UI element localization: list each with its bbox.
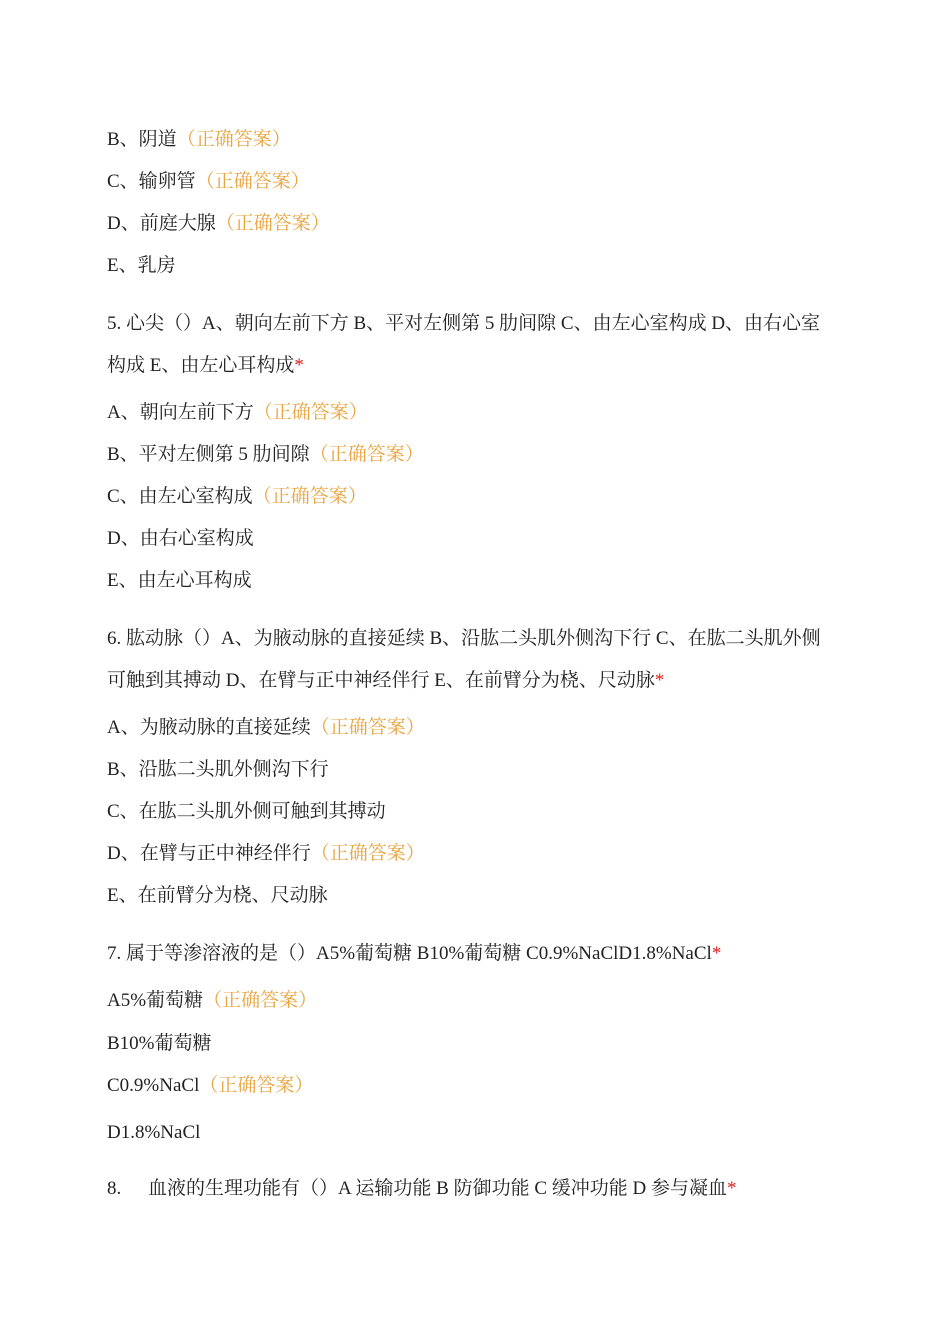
option-text: E、乳房: [107, 255, 176, 276]
option-text: B10%葡萄糖: [107, 1033, 212, 1054]
question-6-title: [107, 618, 837, 702]
option-text: B、阴道: [107, 129, 177, 150]
option-text: E、在前臂分为桡、尺动脉: [107, 885, 328, 906]
option-text: D1.8%NaCl: [107, 1122, 201, 1143]
question-text: 6. 肱动脉（）A、为腋动脉的直接延续 B、沿肱二头肌外侧沟下行 C、在肱二头肌外侧可触到其搏动 D、在臂与正中神经伴行 E、在前臂分为桡、尺动脉: [107, 628, 821, 691]
option-q6-d[interactable]: [107, 842, 425, 866]
option-text: B、沿肱二头肌外侧沟下行: [107, 759, 329, 780]
option-q7-a[interactable]: [107, 989, 317, 1013]
correct-answer-tag: （正确答案）: [176, 129, 291, 150]
option-q7-c[interactable]: [107, 1074, 313, 1098]
option-text: C、在肱二头肌外侧可触到其搏动: [107, 801, 386, 822]
question-text: 5. 心尖（）A、朝向左前下方 B、平对左侧第 5 肋间隙 C、由左心室构成 D、由右心室构成 E、由左心耳构成: [107, 313, 821, 376]
option-q5-c[interactable]: [107, 485, 367, 509]
correct-answer-tag: （正确答案）: [215, 213, 330, 234]
correct-answer-tag: （正确答案）: [310, 717, 425, 738]
correct-answer-tag: （正确答案）: [252, 486, 367, 507]
option-q5-e[interactable]: [107, 569, 252, 593]
correct-answer-tag: （正确答案）: [195, 171, 310, 192]
correct-answer-tag: （正确答案）: [253, 402, 368, 423]
required-mark: *: [294, 355, 304, 376]
option-text: A、为腋动脉的直接延续: [107, 717, 311, 738]
option-text: A5%葡萄糖: [107, 990, 204, 1011]
required-mark: *: [654, 670, 665, 691]
option-text: E、由左心耳构成: [107, 570, 252, 591]
option-text: D、在臂与正中神经伴行: [107, 843, 311, 864]
option-q7-b[interactable]: [107, 1032, 212, 1056]
option-q5-a[interactable]: [107, 401, 368, 425]
question-text: 血液的生理功能有（）A 运输功能 B 防御功能 C 缓冲功能 D 参与凝血: [148, 1178, 727, 1199]
option-q4-e[interactable]: [107, 254, 176, 278]
question-8-title: [107, 1177, 737, 1201]
option-text: A、朝向左前下方: [107, 402, 254, 423]
required-mark: *: [727, 1178, 737, 1199]
required-mark: *: [711, 943, 722, 964]
correct-answer-tag: （正确答案）: [199, 1075, 314, 1096]
option-q4-b[interactable]: [107, 128, 291, 152]
question-number: 8.: [107, 1178, 122, 1199]
option-q6-e[interactable]: [107, 884, 328, 908]
option-q6-c[interactable]: [107, 800, 386, 824]
option-q5-d[interactable]: [107, 527, 254, 551]
option-q4-d[interactable]: [107, 212, 330, 236]
correct-answer-tag: （正确答案）: [310, 843, 425, 864]
option-text: D、由右心室构成: [107, 528, 254, 549]
option-q6-a[interactable]: [107, 716, 425, 740]
option-text: C、由左心室构成: [107, 486, 253, 507]
option-q6-b[interactable]: [107, 758, 329, 782]
option-q5-b[interactable]: [107, 443, 424, 467]
correct-answer-tag: （正确答案）: [309, 444, 424, 465]
question-text: 7. 属于等渗溶液的是（）A5%葡萄糖 B10%葡萄糖 C0.9%NaClD1.8%NaCl: [107, 943, 712, 964]
option-text: B、平对左侧第 5 肋间隙: [107, 444, 310, 465]
question-7-title: [107, 942, 721, 966]
option-text: C0.9%NaCl: [107, 1075, 200, 1096]
option-text: C、输卵管: [107, 171, 196, 192]
correct-answer-tag: （正确答案）: [203, 990, 318, 1011]
option-text: D、前庭大腺: [107, 213, 216, 234]
option-q4-c[interactable]: [107, 170, 310, 194]
question-5-title: [107, 303, 837, 387]
option-q7-d[interactable]: [107, 1121, 200, 1145]
